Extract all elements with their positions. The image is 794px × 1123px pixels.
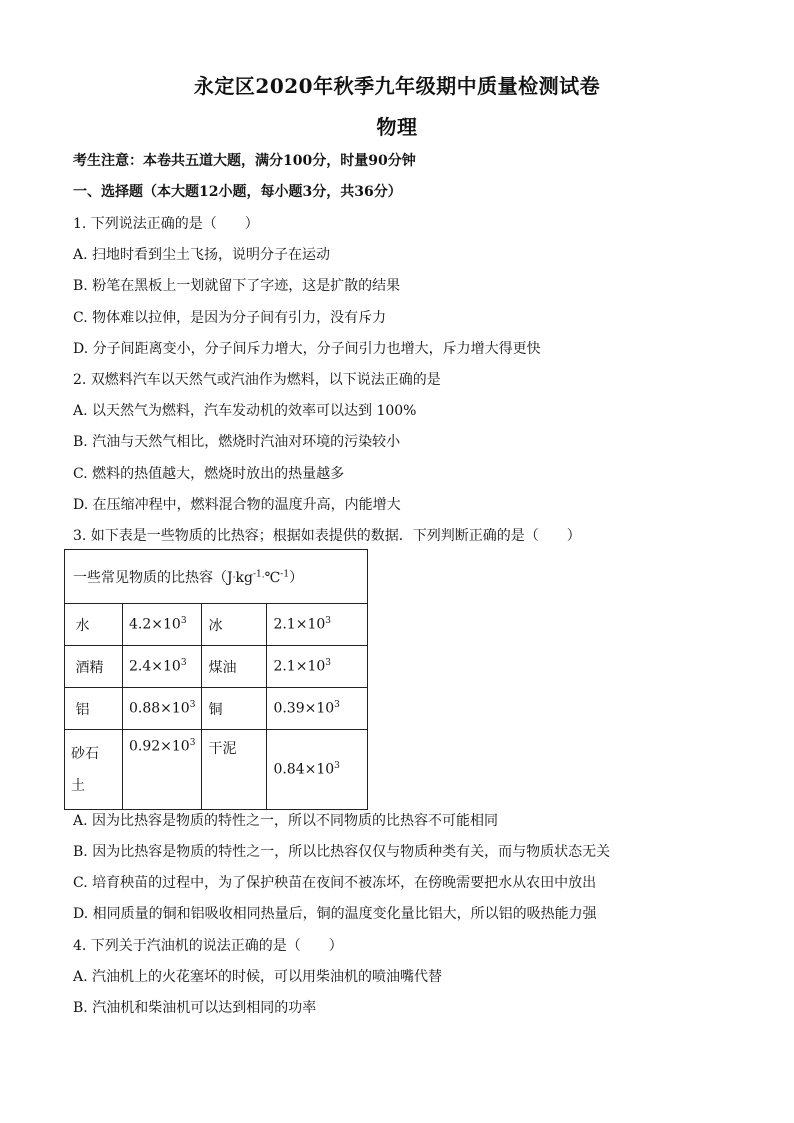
table-row <box>65 688 368 730</box>
substance-name: 铜 <box>202 688 267 730</box>
q1-stem: 1. 下列说法正确的是（ ） <box>73 216 259 232</box>
substance-name: 煤油 <box>202 646 267 688</box>
q3-option-c: C. 培育秧苗的过程中，为了保护秧苗在夜间不被冻坏，在傍晚需要把水从农田中放出 <box>73 875 597 891</box>
q2-stem: 2. 双燃料汽车以天然气或汽油作为燃料，以下说法正确的是 <box>73 372 441 388</box>
q2-option-c: C. 燃料的热值越大，燃烧时放出的热量越多 <box>73 466 345 482</box>
substance-value: $0.84\times 10^3$ <box>267 730 368 810</box>
q1-option-d: D. 分子间距离变小，分子间斥力增大，分子间引力也增大，斥力增大得更快 <box>73 341 541 357</box>
q2-option-d: D. 在压缩冲程中，燃料混合物的温度升高，内能增大 <box>73 497 401 513</box>
subject-title: 物理 <box>376 115 418 139</box>
substance-value: $2.1\times 10^3$ <box>267 646 368 688</box>
table-row <box>65 730 368 810</box>
q1-option-c: C. 物体难以拉伸，是因为分子间有引力，没有斥力 <box>73 310 387 326</box>
exam-notice: 考生注意：本卷共五道大题，满分100分，时量90分钟 <box>73 153 416 169</box>
substance-name: 干泥 <box>202 730 267 810</box>
substance-name: 水 <box>65 604 123 646</box>
substance-name: 铝 <box>65 688 123 730</box>
q3-stem: 3. 如下表是一些物质的比热容；根据如表提供的数据．下列判断正确的是（ ） <box>73 528 581 544</box>
substance-value: $0.88\times 10^3$ <box>123 688 202 730</box>
substance-name: 砂石 土 <box>65 730 123 810</box>
specific-heat-table <box>64 549 368 810</box>
q3-option-a: A. 因为比热容是物质的特性之一，所以不同物质的比热容不可能相同 <box>73 813 499 829</box>
q2-option-b: B. 汽油与天然气相比，燃烧时汽油对环境的污染较小 <box>73 434 401 450</box>
substance-value: $0.39\times 10^3$ <box>267 688 368 730</box>
table-row <box>65 604 368 646</box>
q4-stem: 4. 下列关于汽油机的说法正确的是（ ） <box>73 938 343 954</box>
substance-name: 冰 <box>202 604 267 646</box>
q3-option-b: B. 因为比热容是物质的特性之一，所以比热容仅仅与物质种类有关，而与物质状态无关 <box>73 844 611 860</box>
table-header: 一些常见物质的比热容$(J\cdot kg^{-1}\cdot℃^{-1})$ <box>65 550 368 604</box>
q4-option-a: A. 汽油机上的火花塞坏的时候，可以用柴油机的喷油嘴代替 <box>73 969 443 985</box>
substance-value: $2.4\times 10^3$ <box>123 646 202 688</box>
q2-option-a: A. 以天然气为燃料，汽车发动机的效率可以达到 100% <box>73 403 417 419</box>
substance-name: 酒精 <box>65 646 123 688</box>
section-heading: 一、选择题（本大题12小题，每小题3分，共36分） <box>73 184 402 200</box>
substance-value: $4.2\times 10^3$ <box>123 604 202 646</box>
substance-value: $2.1\times 10^3$ <box>267 604 368 646</box>
table-row <box>65 646 368 688</box>
q3-option-d: D. 相同质量的铜和铝吸收相同热量后，铜的温度变化量比铝大，所以铝的吸热能力强 <box>73 906 597 922</box>
q4-option-b: B. 汽油机和柴油机可以达到相同的功率 <box>73 1000 317 1016</box>
exam-title: 永定区2020年秋季九年级期中质量检测试卷 <box>193 74 601 98</box>
q1-option-b: B. 粉笔在黑板上一划就留下了字迹，这是扩散的结果 <box>73 278 401 294</box>
substance-value: $0.92\times 10^3$ <box>123 730 202 810</box>
q1-option-a: A. 扫地时看到尘土飞扬，说明分子在运动 <box>73 247 331 263</box>
